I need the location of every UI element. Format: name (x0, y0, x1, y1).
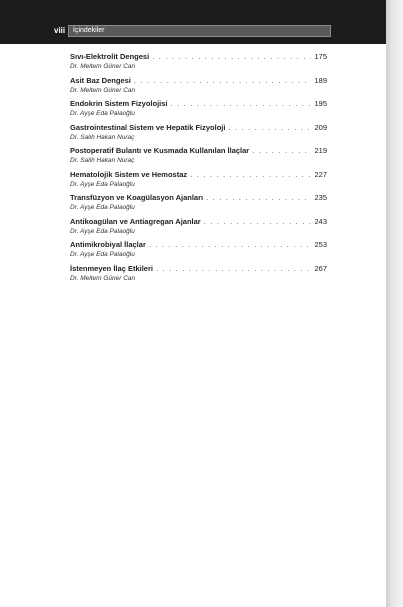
toc-entry[interactable] (70, 76, 327, 100)
toc-entry[interactable] (70, 240, 327, 264)
toc-entry-page: 219 (314, 146, 327, 155)
toc-entry[interactable] (70, 146, 327, 170)
toc-entry-page: 175 (314, 52, 327, 61)
toc-entry-title: Endokrin Sistem Fizyolojisi (70, 99, 168, 108)
toc-entry-author: Dr. Meltem Güner Can (70, 63, 136, 70)
toc-entry-line (70, 99, 327, 109)
toc-entry-title: Transfüzyon ve Koagülasyon Ajanları (70, 193, 204, 202)
page-header (0, 0, 386, 44)
toc-entry-line (70, 52, 327, 62)
toc-entry[interactable] (70, 264, 327, 288)
page-number: viii (54, 26, 66, 35)
toc-entry[interactable] (70, 52, 327, 76)
table-of-contents (70, 52, 327, 287)
toc-entry[interactable] (70, 193, 327, 217)
toc-entry-line (70, 264, 327, 274)
toc-entry-page: 209 (314, 122, 327, 132)
toc-entry-author: Dr. Meltem Güner Can (70, 274, 136, 282)
header-title-bar (68, 25, 331, 37)
toc-entry-title: Gastrointestinal Sistem ve Hepatik Fizyoloji (70, 122, 226, 132)
toc-entry-line (70, 240, 327, 250)
dot-leader (204, 217, 312, 227)
dot-leader (252, 146, 311, 156)
toc-entry-author: Dr. Meltem Güner Can (70, 86, 136, 94)
toc-entry-page: 243 (314, 216, 327, 226)
toc-entry-author: Dr. Ayşe Eda Palaoğlu (70, 251, 135, 258)
toc-entry-title: Antimikrobiyal İlaçlar (70, 240, 146, 249)
toc-entry-line (70, 123, 327, 133)
toc-entry[interactable] (70, 99, 327, 123)
toc-entry-title: Antikoagülan ve Antiagregan Ajanlar (70, 216, 201, 226)
toc-entry-page: 227 (314, 169, 327, 179)
dot-leader (206, 193, 311, 203)
toc-entry[interactable] (70, 123, 327, 147)
toc-entry-page: 195 (314, 99, 327, 108)
toc-entry[interactable] (70, 170, 327, 194)
toc-entry-page: 253 (314, 240, 327, 249)
toc-entry[interactable] (70, 217, 327, 241)
toc-entry-line (70, 170, 327, 180)
toc-entry-title: Asit Baz Dengesi (70, 75, 131, 85)
toc-entry-page: 235 (314, 193, 327, 202)
toc-entry-line (70, 76, 327, 86)
dot-leader (134, 76, 312, 86)
page-edge-shadow (386, 0, 403, 607)
toc-entry-author: Dr. Ayşe Eda Palaoğlu (70, 110, 135, 117)
toc-entry-line (70, 217, 327, 227)
toc-entry-line (70, 193, 327, 203)
toc-entry-author: Dr. Salih Hakan Nuraç (70, 133, 135, 141)
dot-leader (152, 52, 311, 62)
toc-entry-title: Sıvı-Elektrolit Dengesi (70, 52, 150, 61)
dot-leader (149, 240, 312, 250)
toc-entry-author: Dr. Ayşe Eda Palaoğlu (70, 180, 135, 188)
dot-leader (171, 99, 312, 109)
dot-leader (190, 170, 311, 180)
toc-entry-title: İstenmeyen İlaç Etkileri (70, 263, 153, 273)
toc-entry-page: 189 (314, 75, 327, 85)
toc-entry-title: Hematolojik Sistem ve Hemostaz (70, 169, 188, 179)
toc-entry-author: Dr. Ayşe Eda Palaoğlu (70, 227, 135, 235)
dot-leader (228, 123, 311, 133)
toc-entry-author: Dr. Ayşe Eda Palaoğlu (70, 204, 135, 211)
section-title: İçindekiler (73, 27, 105, 34)
toc-entry-author: Dr. Salih Hakan Nuraç (70, 157, 135, 164)
toc-entry-line (70, 146, 327, 156)
toc-entry-page: 267 (314, 263, 327, 273)
dot-leader (156, 264, 312, 274)
toc-entry-title: Postoperatif Bulantı ve Kusmada Kullanılan İlaçlar (70, 146, 250, 155)
